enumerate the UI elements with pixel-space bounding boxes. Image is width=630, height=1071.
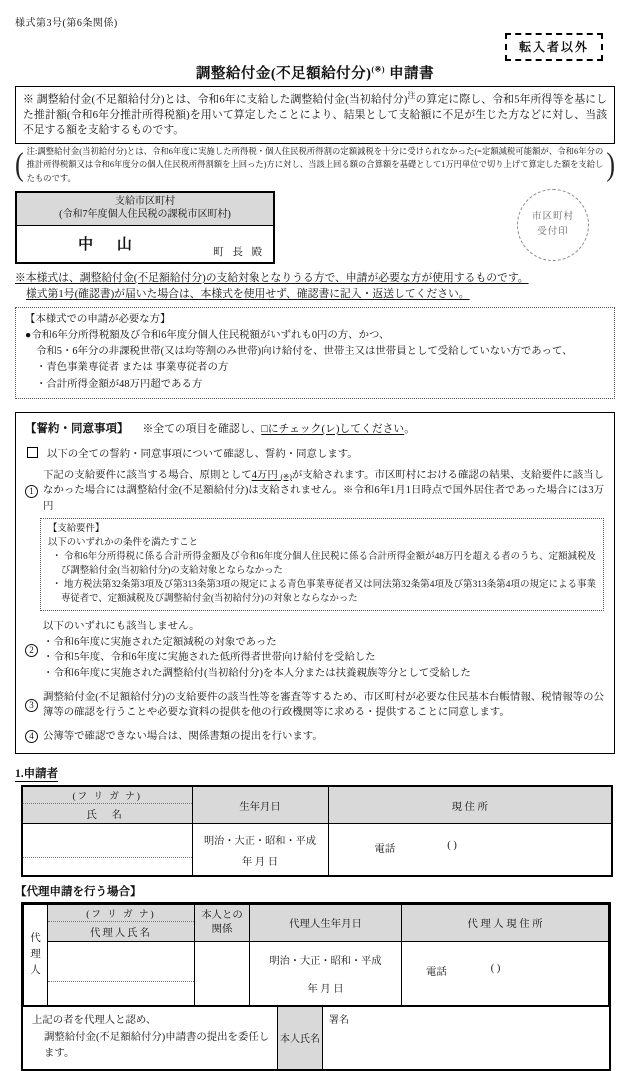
item3-number: 3	[25, 699, 38, 712]
proxy-section-heading: 【代理申請を行う場合】	[15, 885, 142, 898]
era-options: 明治・大正・昭和・平成	[203, 835, 317, 847]
intro-text-pre: ※ 調整給付金(不足額給付分)とは、令和6年に支給した調整給付金(当初給付分)	[23, 93, 408, 106]
municipality-name-area	[17, 226, 273, 262]
proxy-furigana-input[interactable]	[48, 965, 194, 982]
mayor-addressee: 町 長 殿	[213, 246, 265, 258]
receipt-stamp-circle	[517, 189, 589, 261]
proxy-name-input[interactable]	[48, 941, 195, 1005]
proxy-birthdate-input[interactable]	[250, 941, 402, 1005]
municipality-header-line2: (令和7年度個人住民税の課税市区町村)	[59, 209, 231, 221]
item4-text: 公簿等で確認できない場合は、関係書類の提出を行います。	[43, 730, 323, 742]
item1-amount: 4万円	[251, 469, 278, 481]
stamp-line1: 市区町村	[531, 212, 574, 223]
signature-input[interactable]	[323, 1007, 609, 1069]
eligibility-line1: ●令和6年分所得税額及び令和6年度分個人住民税額がいずれも0円の方、かつ、	[25, 330, 390, 342]
proxy-address-header: 代 理 人 現 住 所	[402, 904, 609, 941]
eligibility-line4: ・合計所得金額が48万円超である方	[36, 378, 203, 390]
proxy-name-label: 代理人氏名	[90, 927, 152, 939]
pledge-item-4	[25, 729, 604, 745]
delegation-statement: 上記の者を代理人と認め、 調整給付金(不足額給付分)申請書の提出を委任します。	[32, 1014, 270, 1060]
title-main: 調整給付金(不足額給付分)	[195, 66, 372, 82]
applicant-name-input[interactable]	[22, 824, 192, 876]
usage-notice	[15, 270, 615, 303]
name-label: 氏 名	[86, 810, 128, 822]
pledge-item-1	[25, 468, 604, 515]
requirements-intro: 以下のいずれかの条件を満たすこと	[48, 537, 199, 548]
phone-label: 電話	[374, 843, 396, 855]
proxy-data-row	[24, 941, 609, 1005]
item1-text-post: が支給されます。市区町村における確認の結果、支給要件に該当しなかった場合には調整給付金(不足額給付分)は支給されません。※令和6年1月1日時点で国外居住者であった場合には3万円	[43, 469, 605, 512]
municipality-row	[15, 191, 615, 264]
proxy-address-input[interactable]	[402, 941, 609, 1005]
municipality-box-header	[17, 193, 273, 226]
pledge-consent-box	[15, 412, 615, 755]
item1-amount-note: (※)	[280, 471, 292, 481]
applicant-header-row	[22, 786, 612, 824]
item4-number: 4	[25, 730, 38, 743]
badge-row	[15, 33, 615, 61]
date-format: 年 月 日	[241, 856, 279, 868]
non-transferee-badge: 転入者以外	[505, 33, 603, 61]
applicant-data-row	[22, 824, 612, 876]
payment-requirements-box	[40, 518, 604, 612]
birthdate-header: 生年月日	[192, 786, 328, 824]
agreement-checkbox[interactable]	[27, 447, 38, 458]
phone-input[interactable]: ( )	[447, 839, 457, 851]
eligibility-box	[15, 307, 615, 399]
applicant-birthdate-input[interactable]	[192, 824, 328, 876]
initial-grant-note	[15, 145, 615, 186]
item2-bullet3: ・令和6年度に実施された調整給付(当初給付分)を本人分または扶養親族等分として受給した	[43, 668, 471, 680]
eligibility-line3: ・青色事業専従者 または 事業専従者の方	[36, 362, 229, 374]
item2-intro: 以下のいずれにも該当しません。	[43, 621, 200, 633]
proxy-name-header	[48, 904, 195, 941]
page-title	[15, 62, 615, 83]
item2-bullet1: ・令和6年度に実施された定額減税の対象であった	[43, 636, 277, 648]
title-superscript: (※)	[371, 65, 386, 75]
proxy-header-row	[24, 904, 609, 941]
pledge-note-post: 。	[404, 422, 416, 435]
proxy-furigana-label: (フ リ ガ ナ)	[48, 905, 194, 922]
pledge-heading: 【誓約・同意事項】	[25, 422, 129, 435]
proxy-relation-header: 本人との 関係	[195, 904, 250, 941]
form-number: 様式第3号(第6条関係)	[15, 18, 118, 29]
note-paren-right: )	[606, 146, 615, 183]
municipality-header-line1: 支給市区町村	[115, 195, 175, 207]
requirements-title: 【支給要件】	[48, 523, 105, 534]
proxy-birthdate-header: 代理人生年月日	[250, 904, 402, 941]
proxy-side-label: 代理人	[24, 904, 48, 1005]
applicant-section-heading: 1.申請者	[15, 768, 59, 781]
usage-line2: 様式第1号(確認書)が届いた場合は、本様式を使用せず、確認書に記入・返送してください。	[26, 288, 470, 301]
intro-text-post: の算定に際し、令和5年所得等を基にした推計額(令和6年分推計所得税額)を用いて算定したことにより、結果として支給額に不足が生じた方などに対し、当該不足する額を支給するものです。	[23, 93, 608, 137]
agreement-row	[25, 445, 604, 460]
pledge-note-pre: ※全ての項目を確認し、	[142, 422, 262, 435]
item2-bullet2: ・令和5年度、令和6年度に実施された低所得者世帯向け給付を受給した	[43, 652, 376, 664]
signature-label: 署名	[329, 1014, 349, 1026]
pledge-item-3	[25, 690, 604, 721]
applicant-address-input[interactable]	[328, 824, 612, 876]
applicant-name-header	[22, 786, 192, 824]
pledge-item-2	[25, 619, 604, 681]
item1-text	[43, 468, 604, 515]
eligibility-line2: 令和5・6年分の非課税世帯(又は均等割のみ世帯)向け給付を、世帯主又は世帯員として受給していない方であって、	[36, 346, 573, 358]
title-tail: 申請書	[389, 66, 435, 82]
proxy-table	[21, 902, 611, 1071]
requirements-bullet2: ・ 地方税法第32条第3項及び第313条第3項の規定による青色事業専従者又は同法第32条第4項及び第313条第4項の規定による事業専従者で、定額減税及び調整給付金(当初給付分)の対象とならなかった	[52, 580, 596, 605]
applicant-furigana-input[interactable]	[23, 841, 192, 858]
proxy-era-options: 明治・大正・昭和・平成	[269, 956, 382, 968]
agreement-label: 以下の全ての誓約・同意事項について確認し、誓約・同意します。	[47, 448, 358, 460]
note-text: 注:調整給付金(当初給付分)とは、令和6年度に実施した所得税・個人住民税所得割の定額減税を十分に受けられなかった(=定額減税可能額が、令和6年分の推計所得税額又は令和6年度分の個人住民税所得割額を上回った)方に対し、当該上回る額の合算額を基礎として1万円単位で切り上げて算定した額を支給したものです。	[26, 146, 604, 183]
requirements-bullet1: ・ 令和6年分所得税に係る合計所得金額及び令和6年度分個人住民税に係る合計所得金額が48万円を超える者のうち、定額減税及び調整給付金(当初給付分)の支給対象とならなかった	[52, 551, 596, 576]
item2-text	[43, 619, 471, 681]
proxy-phone-label: 電話	[426, 967, 447, 979]
furigana-label: (フ リ ガ ナ)	[23, 787, 192, 804]
note-paren-left: (	[15, 146, 24, 183]
item3-text: 調整給付金(不足額給付分)の支給要件の該当性等を審査等するため、市区町村が必要な住民基本台帳情報、税情報等の公簿等の確認を行うことや必要な資料の提供を他の行政機関等に求める・提供することに同意します。	[43, 691, 604, 719]
intro-superscript: 注	[407, 91, 416, 100]
item2-number: 2	[25, 644, 38, 657]
address-header: 現 住 所	[328, 786, 612, 824]
delegation-row	[23, 1006, 609, 1069]
item1-number: 1	[25, 485, 38, 498]
principal-name-label: 本人氏名	[277, 1007, 323, 1069]
applicant-table	[21, 785, 613, 877]
paying-municipality-box	[15, 191, 275, 264]
item1-text-pre: 下記の支給要件に該当する場合、原則として	[43, 469, 252, 481]
pledge-note-underline: □にチェック(レ)してください	[261, 422, 405, 435]
stamp-line2: 受付印	[537, 226, 569, 237]
pledge-title-row	[25, 420, 604, 436]
proxy-phone-input[interactable]: ( )	[490, 963, 501, 975]
eligibility-title: 【本様式での申請が必要な方】	[25, 314, 171, 326]
proxy-relation-input[interactable]	[195, 941, 250, 1005]
proxy-date-format: 年 月 日	[307, 983, 344, 995]
municipality-name: 中 山	[78, 236, 142, 253]
usage-line1: ※本様式は、調整給付金(不足額給付分)の支給対象となりうる方で、申請が必要な方が使用するものです。	[15, 271, 529, 284]
intro-definition-box	[15, 86, 615, 144]
